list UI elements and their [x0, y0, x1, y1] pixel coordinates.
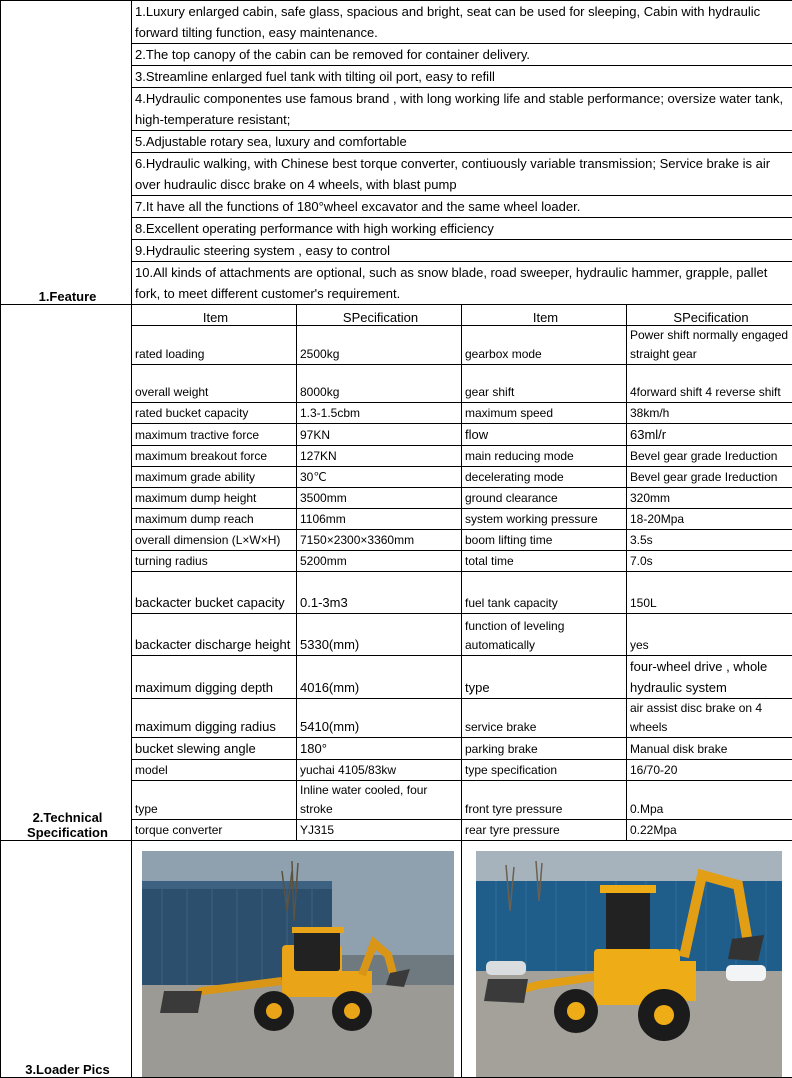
spec-value: Power shift normally engaged straight gear [627, 326, 792, 365]
spec-item: flow [462, 424, 627, 446]
spec-item: gear shift [462, 365, 627, 403]
spec-value: 180° [297, 738, 462, 760]
spec-value: 2500kg [297, 326, 462, 365]
spec-value: 7150×2300×3360mm [297, 530, 462, 551]
spec-value: 18-20Mpa [627, 509, 792, 530]
spec-value: YJ315 [297, 820, 462, 841]
feature-item: 10.All kinds of attachments are optional, such as snow blade, road sweeper, hydraulic hammer, grapple, pallet fork, to meet different customer's requirement. [132, 262, 792, 305]
spec-value: 4016(mm) [297, 656, 462, 699]
feature-item: 7.It have all the functions of 180°wheel excavator and the same wheel loader. [132, 196, 792, 218]
feature-item: 1.Luxury enlarged cabin, safe glass, spacious and bright, seat can be used for sleeping, Cabin with hydraulic forward tilting function, easy maintenance. [132, 1, 792, 44]
spec-value: 3.5s [627, 530, 792, 551]
spec-value: 0.1-3m3 [297, 572, 462, 614]
spec-item: type specification [462, 760, 627, 781]
spec-item: system working pressure [462, 509, 627, 530]
spec-item: rated bucket capacity [132, 403, 297, 424]
feature-item: 6.Hydraulic walking, with Chinese best torque converter, contiuously variable transmission; Service brake is air over hudraulic discc brake on 4 wheels, with blast pump [132, 153, 792, 196]
spec-item: backacter discharge height [132, 614, 297, 656]
spec-value: Inline water cooled, four stroke [297, 781, 462, 820]
spec-value: 127KN [297, 446, 462, 467]
spec-value: yuchai 4105/83kw [297, 760, 462, 781]
spec-value: Manual disk brake [627, 738, 792, 760]
feature-item: 8.Excellent operating performance with high working efficiency [132, 218, 792, 240]
spec-item: model [132, 760, 297, 781]
spec-item: parking brake [462, 738, 627, 760]
spec-value: 320mm [627, 488, 792, 509]
spec-item: rated loading [132, 326, 297, 365]
spec-item: main reducing mode [462, 446, 627, 467]
spec-value: 30℃ [297, 467, 462, 488]
spec-value: four-wheel drive , whole hydraulic system [627, 656, 792, 699]
spec-item: function of leveling automatically [462, 614, 627, 656]
feature-item: 4.Hydraulic componentes use famous brand , with long working life and stable performance; oversize water tank, high-temperature resistant; [132, 88, 792, 131]
spec-value: air assist disc brake on 4 wheels [627, 699, 792, 738]
spec-item: turning radius [132, 551, 297, 572]
spec-value: yes [627, 614, 792, 656]
spec-item: fuel tank capacity [462, 572, 627, 614]
spec-value: 8000kg [297, 365, 462, 403]
backhoe-loader-photo-1 [142, 851, 454, 1077]
column-header-item: Item [462, 305, 627, 326]
spec-item: type [462, 656, 627, 699]
feature-item: 2.The top canopy of the cabin can be removed for container delivery. [132, 44, 792, 66]
spec-item: maximum tractive force [132, 424, 297, 446]
spec-item: maximum breakout force [132, 446, 297, 467]
spec-item: torque converter [132, 820, 297, 841]
feature-section-label: 1.Feature [1, 1, 132, 305]
spec-value: 1.3-1.5cbm [297, 403, 462, 424]
spec-item: maximum dump reach [132, 509, 297, 530]
spec-value: 38km/h [627, 403, 792, 424]
column-header-specification: SPecification [297, 305, 462, 326]
spec-value: 150L [627, 572, 792, 614]
spec-value: 97KN [297, 424, 462, 446]
spec-value: 5200mm [297, 551, 462, 572]
spec-item: ground clearance [462, 488, 627, 509]
spec-item: service brake [462, 699, 627, 738]
spec-value: 0.22Mpa [627, 820, 792, 841]
spec-value: 63ml/r [627, 424, 792, 446]
spec-value: 3500mm [297, 488, 462, 509]
spec-item: maximum speed [462, 403, 627, 424]
column-header-specification: SPecification [627, 305, 792, 326]
column-header-item: Item [132, 305, 297, 326]
spec-item: maximum digging radius [132, 699, 297, 738]
pics-section-label: 3.Loader Pics [1, 841, 132, 1078]
spec-value: 16/70-20 [627, 760, 792, 781]
spec-item: maximum digging depth [132, 656, 297, 699]
spec-item: maximum grade ability [132, 467, 297, 488]
spec-value: 0.Mpa [627, 781, 792, 820]
spec-value: Bevel gear grade Ireduction [627, 467, 792, 488]
spec-value: Bevel gear grade Ireduction [627, 446, 792, 467]
spec-item: overall dimension (L×W×H) [132, 530, 297, 551]
feature-item: 5.Adjustable rotary sea, luxury and comfortable [132, 131, 792, 153]
spec-item: overall weight [132, 365, 297, 403]
spec-item: rear tyre pressure [462, 820, 627, 841]
spec-item: front tyre pressure [462, 781, 627, 820]
technical-section-label: 2.Technical Specification [1, 305, 132, 841]
spec-item: gearbox mode [462, 326, 627, 365]
feature-item: 3.Streamline enlarged fuel tank with tilting oil port, easy to refill [132, 66, 792, 88]
spec-value: 1106mm [297, 509, 462, 530]
spec-item: maximum dump height [132, 488, 297, 509]
spec-value: 7.0s [627, 551, 792, 572]
photo-cell [462, 841, 792, 1078]
spec-item: bucket slewing angle [132, 738, 297, 760]
spec-item: total time [462, 551, 627, 572]
photo-cell [132, 841, 462, 1078]
spec-item: backacter bucket capacity [132, 572, 297, 614]
backhoe-loader-photo-2 [476, 851, 782, 1077]
spec-item: decelerating mode [462, 467, 627, 488]
spec-value: 4forward shift 4 reverse shift [627, 365, 792, 403]
spec-item: boom lifting time [462, 530, 627, 551]
spec-item: type [132, 781, 297, 820]
feature-item: 9.Hydraulic steering system , easy to control [132, 240, 792, 262]
spec-value: 5410(mm) [297, 699, 462, 738]
spec-value: 5330(mm) [297, 614, 462, 656]
